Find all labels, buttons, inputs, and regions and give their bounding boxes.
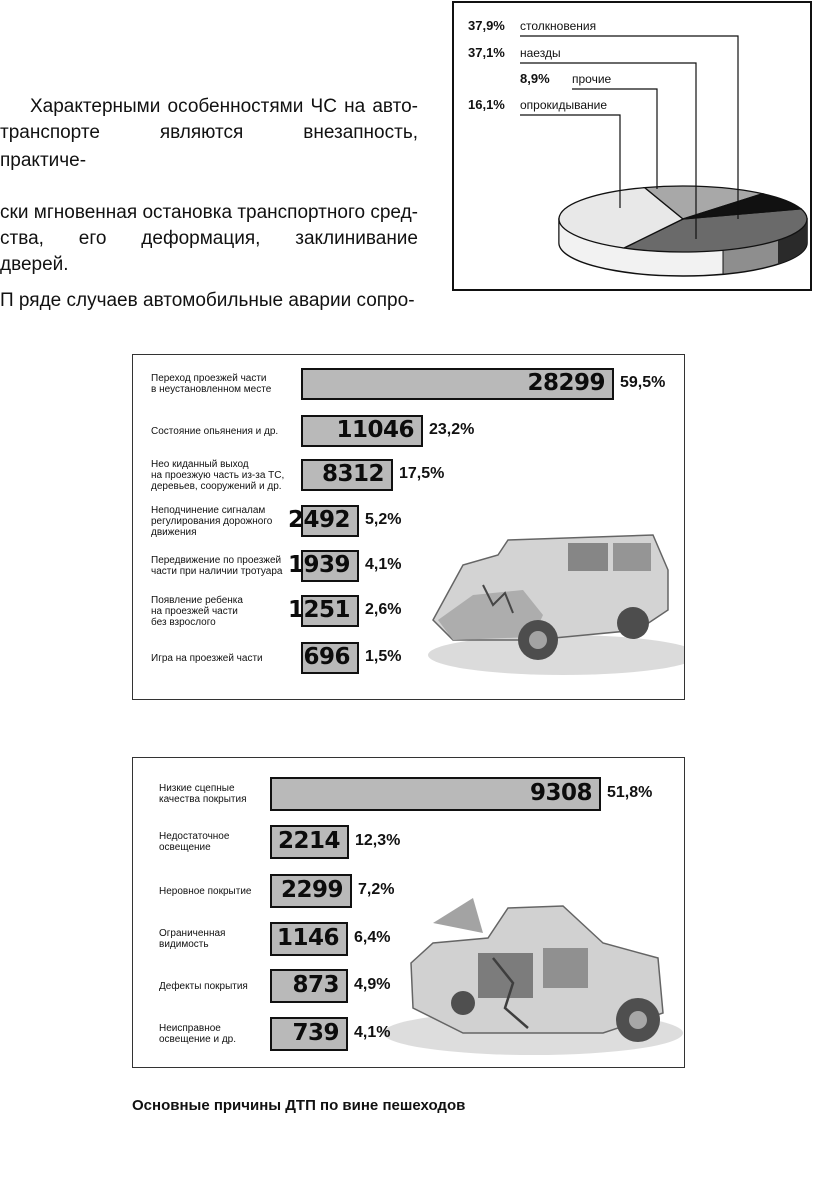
pie-percent-label: 37,9% (468, 18, 505, 33)
paragraph-1: Характерными особенностями ЧС на авто-транспорте являются внезапность, (0, 96, 418, 143)
category-label-line: Состояние опьянения и др. (151, 425, 279, 437)
bar-value-label: 11046 (336, 417, 414, 443)
category-label-line: Переход проезжей части (151, 373, 267, 384)
paragraph-3: П ряде случаев автомобильные аварии сопро- (0, 290, 415, 311)
category-label-line: Появление ребенка (151, 594, 243, 606)
bar-percent-label: 1,5% (365, 648, 402, 665)
bar-chart-pedestrian-causes (132, 354, 685, 700)
bar-percent-label: 4,9% (354, 976, 391, 993)
bar-value-label: 1146 (276, 925, 339, 951)
category-label-line: движения (151, 526, 197, 538)
bar-percent-label: 17,5% (399, 465, 445, 482)
bar-value-label: 739 (292, 1020, 339, 1046)
bar-percent-label: 4,1% (354, 1024, 391, 1041)
category-label-line: на проезжей части (151, 605, 238, 617)
paragraph-2: ски мгновенная остановка транспортного сред-ства, его деформация, заклинивание (0, 202, 418, 249)
category-label-line: на проезжую часть из-за ТС, (151, 469, 285, 481)
category-label-line: Недостаточное (159, 831, 230, 842)
pie-percent-label: 16,1% (468, 97, 505, 112)
category-label (151, 459, 311, 492)
bar-percent-label: 6,4% (354, 929, 391, 946)
category-label (151, 653, 311, 664)
bar-value-label: 696 (303, 644, 350, 670)
bar-value-label: 9308 (529, 780, 592, 806)
category-label-line: освещение и др. (159, 1034, 236, 1045)
category-label-line: Неисправное (159, 1023, 221, 1034)
bar-percent-label: 12,3% (355, 832, 401, 849)
category-label (151, 426, 311, 437)
category-label-line: Неподчинение сигналам (151, 504, 266, 516)
bar-percent-label: 5,2% (365, 511, 402, 528)
paragraph-2-end: дверей. (0, 254, 69, 275)
bar-percent-label: 23,2% (429, 421, 475, 438)
pie-category-label: опрокидывание (520, 98, 608, 112)
category-label-line: качества покрытия (159, 794, 247, 805)
bar-value-label: 873 (292, 972, 339, 998)
pie-category-label: наезды (520, 46, 561, 60)
bar-value-label: 2299 (280, 877, 343, 903)
pie-chart-box (452, 1, 812, 291)
category-label-line: Неровное покрытие (159, 885, 252, 897)
category-label-line: регулирования дорожного (151, 515, 273, 527)
bar-percent-label: 7,2% (358, 881, 395, 898)
category-label-line: без взрослого (151, 616, 216, 628)
category-label-line: Дефекты покрытия (159, 980, 248, 992)
pie-category-label: столкновения (520, 19, 597, 33)
category-label (151, 373, 311, 395)
bar-value-label: 8312 (321, 461, 384, 487)
category-label-line: деревьев, сооружений и др. (151, 480, 282, 492)
bar-value-label: 28299 (527, 370, 605, 396)
bar-value-label: 2214 (277, 828, 340, 854)
category-label-line: Нео киданный выход (151, 458, 249, 470)
category-label-line: освещение (159, 842, 211, 853)
category-label-line: в неустановленном месте (151, 384, 272, 395)
pie-category-label: прочие (572, 72, 612, 86)
pie-percent-label: 8,9% (520, 71, 550, 86)
bar-percent-label: 51,8% (607, 784, 653, 801)
bar-chart-road-causes (132, 757, 685, 1068)
category-label-line: Передвижение по проезжей (151, 555, 282, 566)
pie-percent-label: 37,1% (468, 45, 505, 60)
bar-value-label: 1251 (287, 597, 350, 623)
category-label-line: части при наличии тротуара (151, 566, 283, 577)
bar-value-label: 1939 (287, 552, 350, 578)
figure-caption: Основные причины ДТП по вине пешеходов (132, 1097, 466, 1114)
category-label-line: видимость (159, 939, 209, 950)
bar-percent-label: 59,5% (620, 374, 666, 391)
bar-percent-label: 4,1% (365, 556, 402, 573)
bar-percent-label: 2,6% (365, 601, 402, 618)
category-label-line: Игра на проезжей части (151, 652, 263, 664)
category-label-line: Низкие сцепные (159, 783, 235, 794)
pie-chart (454, 3, 814, 293)
paragraph-1-end: практиче- (0, 150, 87, 171)
bar-value-label: 2492 (287, 507, 350, 533)
category-label-line: Ограниченная (159, 928, 226, 939)
